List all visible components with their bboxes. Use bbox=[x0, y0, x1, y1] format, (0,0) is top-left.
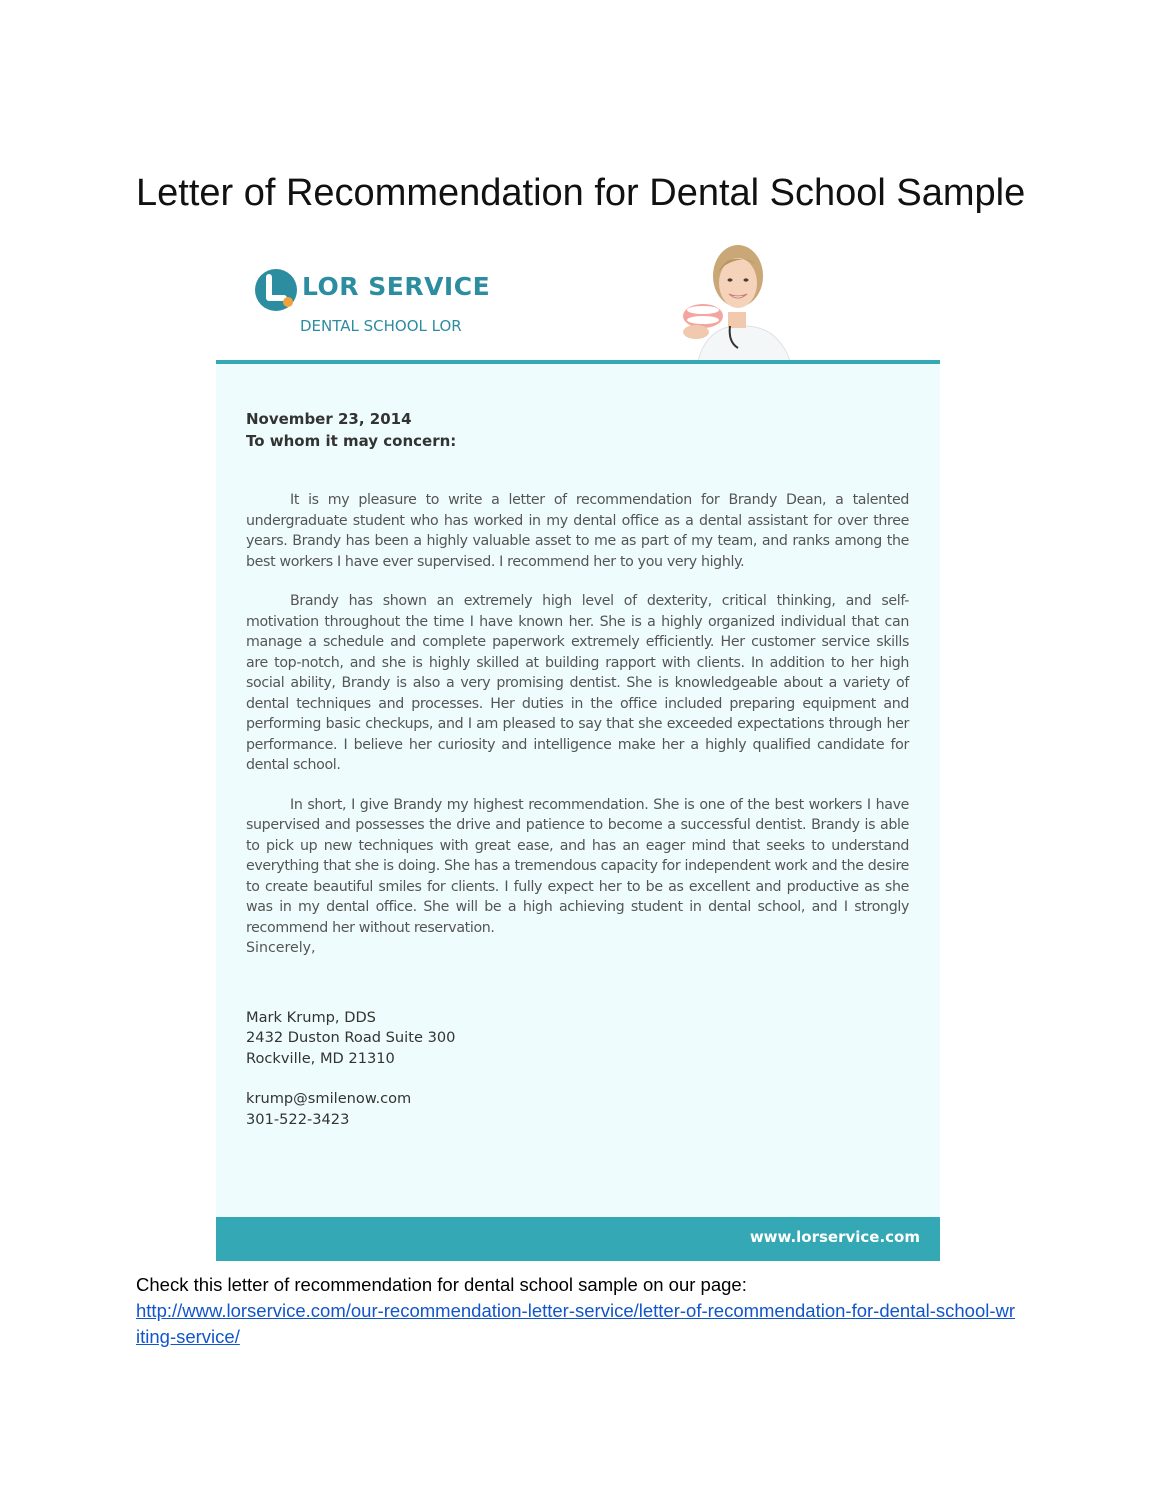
letter-salutation: To whom it may concern: bbox=[246, 432, 457, 450]
logo-subtitle: DENTAL SCHOOL LOR bbox=[300, 317, 462, 335]
letter-footer bbox=[216, 1217, 940, 1261]
letter-paragraph: It is my pleasure to write a letter of recommendation for Brandy Dean, a talented undergraduate student who has worked in my dental office as a dental assistant for over three years. Brandy has been a highly valuable asset to me as part of my team, and ranks among the best workers I have ever supervised. I recommend her to you very highly. bbox=[246, 492, 909, 570]
letter-paragraph: In short, I give Brandy my highest recommendation. She is one of the best workers I have supervised and possesses the drive and patience to become a successful dentist. Brandy is able to pick up new techniques with great ease, and has an eager mind that seeks to understand everything that she is doing. She has a tremendous capacity for independent work and the desire to create beautiful smiles for clients. I fully expect her to be as excellent and productive as she was in my dental office. She will be a high achieving student in dental school, and I strongly recommend her without reservation. bbox=[246, 796, 909, 936]
page-title: Letter of Recommendation for Dental School Sample bbox=[136, 172, 1026, 214]
letter-body bbox=[216, 364, 940, 1217]
letter-service-link[interactable]: http://www.lorservice.com/our-recommendation-letter-service/letter-of-recommendation-for-dental-school-writing-service/ bbox=[136, 1300, 1016, 1347]
letter-image bbox=[216, 236, 940, 1261]
address-line-1: 2432 Duston Road Suite 300 bbox=[246, 1029, 456, 1046]
signer-name: Mark Krump, DDS bbox=[246, 1008, 376, 1026]
caption-text: Check this letter of recommendation for dental school sample on our page: bbox=[136, 1274, 747, 1295]
signer-phone: 301-522-3423 bbox=[246, 1110, 350, 1128]
footer-url: www.lorservice.com bbox=[749, 1228, 920, 1246]
letter-date: November 23, 2014 bbox=[246, 410, 412, 428]
contact-block bbox=[246, 1089, 909, 1130]
lor-service-logo-icon bbox=[254, 268, 298, 312]
logo-name: LOR SERVICE bbox=[302, 272, 491, 301]
caption bbox=[136, 1272, 1026, 1350]
signature-block bbox=[246, 1008, 909, 1070]
letter-text bbox=[246, 408, 909, 1130]
dentist-photo bbox=[658, 238, 808, 361]
signer-email: krump@smilenow.com bbox=[246, 1090, 412, 1107]
address-line-2: Rockville, MD 21310 bbox=[246, 1049, 395, 1067]
letter-paragraph: Brandy has shown an extremely high level of dexterity, critical thinking, and self-motivation throughout the time I have known her. She is a highly organized individual that can manage a schedule and complete paperwork extremely efficiently. Her customer service skills are top-notch, and she is highly skilled at building rapport with clients. In addition to her high social ability, Brandy is also a very promising dentist. She is knowledgeable about a variety of dental techniques and processes. Her duties in the office included preparing equipment and performing basic checkups, and I am pleased to say that she exceeded expectations through her performance. I believe her curiosity and intelligence make her a highly qualified candidate for dental school. bbox=[246, 593, 909, 773]
letter-closing: Sincerely, bbox=[246, 940, 316, 956]
letter-header bbox=[216, 236, 940, 361]
